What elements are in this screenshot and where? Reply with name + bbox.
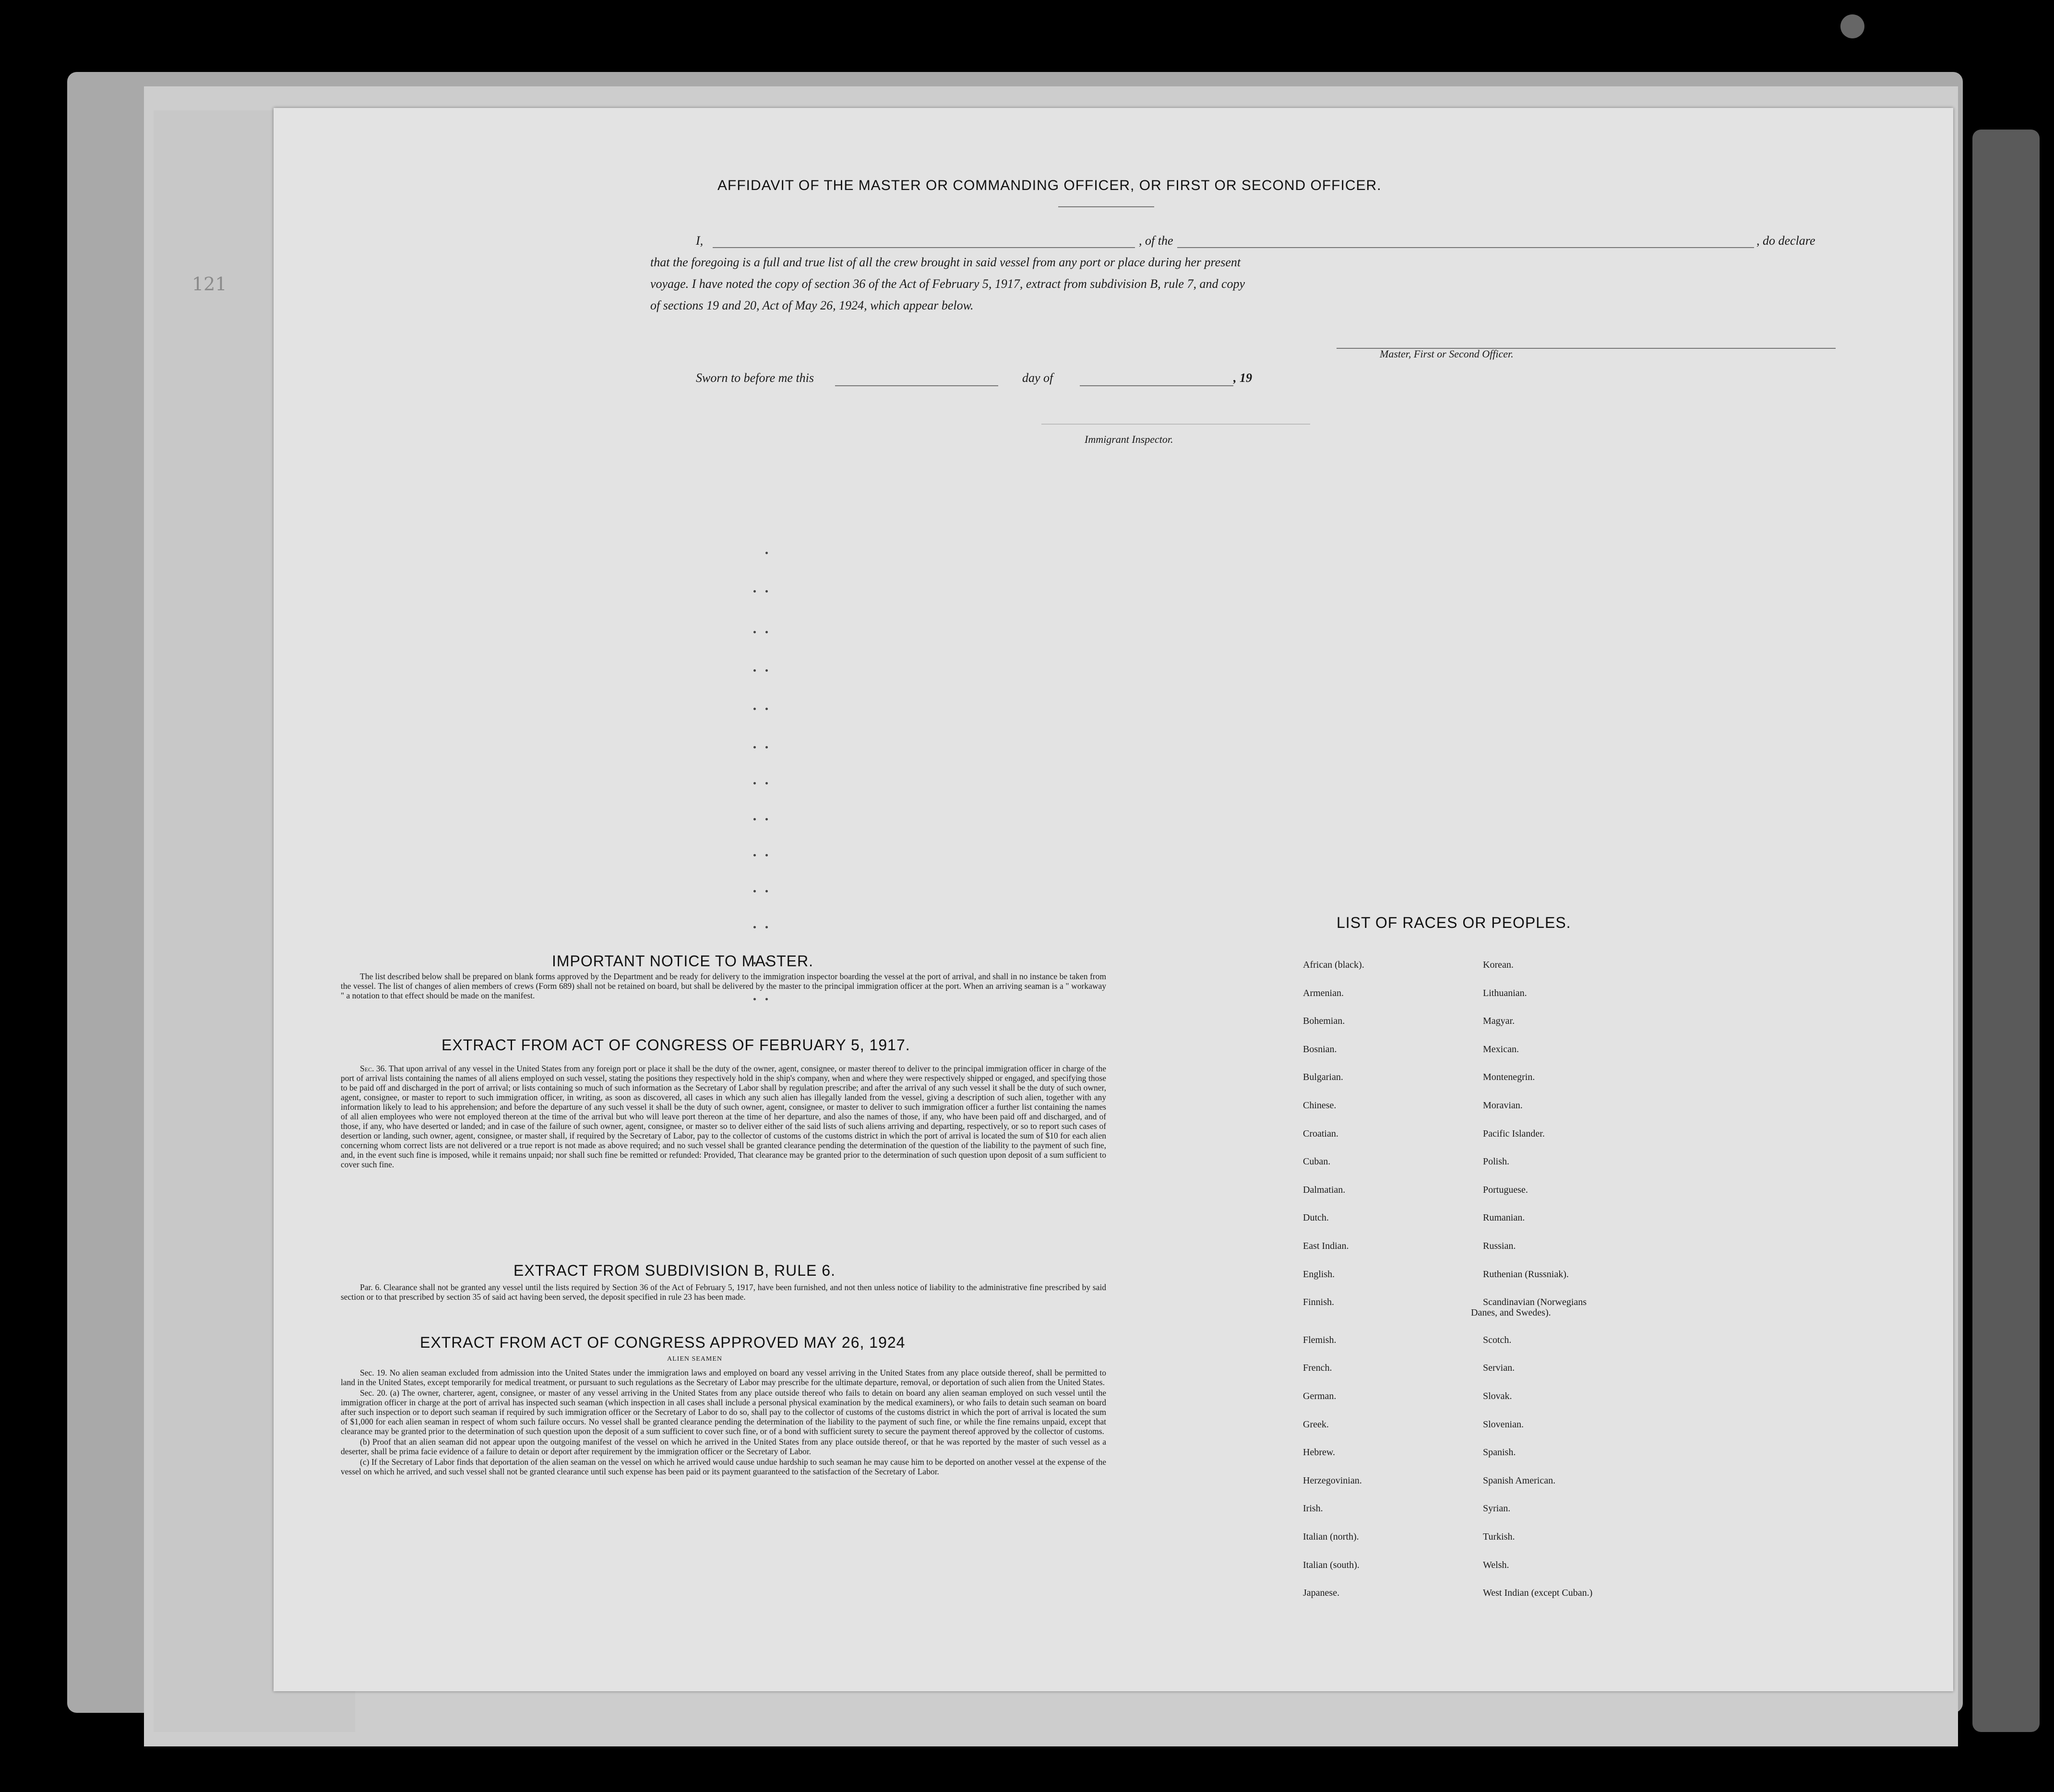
- race-item-left-2: Bohemian.: [1303, 1016, 1345, 1026]
- extract-1924-title: EXTRACT FROM ACT OF CONGRESS APPROVED MAY 26, 1924: [420, 1334, 906, 1351]
- dot: [765, 590, 768, 593]
- sworn-text: Sworn to before me this: [696, 371, 814, 385]
- race-item-right-10: Russian.: [1483, 1241, 1516, 1251]
- race-item-right-4: Montenegrin.: [1483, 1072, 1535, 1082]
- race-item-left-19: Irish.: [1303, 1503, 1323, 1514]
- races-title: LIST OF RACES OR PEOPLES.: [1337, 914, 1571, 931]
- notice-paragraph: The list described below shall be prepared on blank forms approved by the Department and be ready for delivery to the immigration inspector boarding the vessel at the port of arrival, and shall in no instance be taken from the vessel. The list of changes of alien members of crews (Form 689) shall not be retained on board, but shall be delivered by the master to the principal immigration officer at the port. When an arriving seaman is a " workaway " a notation to that effect should be made on the manifest.: [341, 972, 1106, 1000]
- race-item-left-18: Herzegovinian.: [1303, 1475, 1362, 1486]
- race-item-right-18: Spanish American.: [1483, 1475, 1556, 1486]
- race-item-left-8: Dalmatian.: [1303, 1185, 1346, 1195]
- dot: [765, 818, 768, 820]
- race-item-left-0: African (black).: [1303, 960, 1364, 970]
- race-item-left-4: Bulgarian.: [1303, 1072, 1343, 1082]
- race-item-left-16: Greek.: [1303, 1419, 1329, 1430]
- corner-mark: [1840, 14, 1864, 38]
- race-item-left-14: French.: [1303, 1363, 1332, 1373]
- race-item-left-22: Japanese.: [1303, 1588, 1340, 1598]
- month-blank[interactable]: [1080, 385, 1233, 386]
- dot: [765, 746, 768, 748]
- affidavit-declare: , do declare: [1756, 234, 1815, 248]
- dot: [765, 782, 768, 784]
- dot: [765, 631, 768, 633]
- race-item-left-17: Hebrew.: [1303, 1447, 1336, 1458]
- dot: [753, 890, 756, 892]
- ghost-page-number: 121: [192, 273, 227, 295]
- dot: [753, 854, 756, 856]
- dot: [753, 708, 756, 710]
- race-item-left-20: Italian (north).: [1303, 1531, 1359, 1542]
- dot: [753, 746, 756, 748]
- vessel-blank[interactable]: [1197, 247, 1754, 248]
- dot: [753, 631, 756, 633]
- form-page: [274, 108, 1953, 1691]
- race-item-right-22: West Indian (except Cuban.): [1483, 1588, 1593, 1598]
- notice-title: IMPORTANT NOTICE TO MASTER.: [552, 952, 813, 970]
- race-item-right-19: Syrian.: [1483, 1503, 1511, 1514]
- race-item-right-20: Turkish.: [1483, 1531, 1515, 1542]
- rule-6-body: [341, 1282, 1106, 1303]
- race-item-right-1: Lithuanian.: [1483, 988, 1527, 998]
- dot: [753, 782, 756, 784]
- notice-text: [341, 972, 1106, 1001]
- inspector-line[interactable]: [1041, 424, 1310, 425]
- race-item-right-11: Ruthenian (Russniak).: [1483, 1269, 1569, 1280]
- race-item-left-6: Croatian.: [1303, 1128, 1338, 1139]
- extract-1917-title: EXTRACT FROM ACT OF CONGRESS OF FEBRUARY 5, 1917.: [442, 1036, 910, 1054]
- race-item-right-13: Scotch.: [1483, 1335, 1512, 1345]
- race-item-right-9: Rumanian.: [1483, 1212, 1525, 1223]
- extract-1924-subtitle: ALIEN SEAMEN: [667, 1355, 723, 1363]
- race-item-left-15: German.: [1303, 1391, 1337, 1401]
- year-text: , 19: [1233, 371, 1252, 385]
- dot: [765, 669, 768, 672]
- race-item-left-13: Flemish.: [1303, 1335, 1337, 1345]
- sec-19-text: Sec. 19. No alien seaman excluded from admission into the United States under the immigration laws and employed on board any vessel arriving in the United States from any place outside thereof, shall be permitted to land in the United States, except temporarily for medical treatment, or pursuant to such regulations as the Secretary of Labor may prescribe for the ultimate departure, removal, or deportation of such alien from the United States.: [341, 1368, 1106, 1387]
- sec-20c-text: (c) If the Secretary of Labor finds that deportation of the alien seaman on the vessel on which he arrived would cause undue hardship to such seaman he may cause him to be deported on another vessel at the expense of the vessel on which he arrived, and such vessel shall not be granted clearance until such expense has been paid or its payment guaranteed to the satisfaction of the Secretary of Labor.: [341, 1457, 1106, 1476]
- affidavit-of-the: , of the: [1135, 234, 1177, 248]
- inspector-label: Immigrant Inspector.: [1085, 433, 1173, 445]
- race-item-right-16: Slovenian.: [1483, 1419, 1524, 1430]
- dot: [753, 818, 756, 820]
- background-strip-right: [1972, 130, 2040, 1732]
- race-continuation: Danes, and Swedes).: [1471, 1307, 1551, 1318]
- race-item-left-12: Finnish.: [1303, 1297, 1335, 1307]
- race-item-left-9: Dutch.: [1303, 1212, 1329, 1223]
- signature-label: Master, First or Second Officer.: [1380, 348, 1514, 360]
- race-item-right-15: Slovak.: [1483, 1391, 1512, 1401]
- race-item-left-21: Italian (south).: [1303, 1560, 1360, 1570]
- extract-1924-body: [341, 1368, 1106, 1477]
- race-item-left-10: East Indian.: [1303, 1241, 1349, 1251]
- dot: [753, 590, 756, 593]
- extract-1917-body: [341, 1064, 1106, 1170]
- affidavit-line-4: of sections 19 and 20, Act of May 26, 1924, which appear below.: [650, 298, 974, 312]
- race-item-right-0: Korean.: [1483, 960, 1514, 970]
- race-item-left-5: Chinese.: [1303, 1100, 1337, 1111]
- race-item-right-7: Polish.: [1483, 1156, 1510, 1167]
- race-item-left-3: Bosnian.: [1303, 1044, 1337, 1055]
- race-item-left-7: Cuban.: [1303, 1156, 1331, 1167]
- sec-20a-text: Sec. 20. (a) The owner, charterer, agent, consignee, or master of any vessel arriving in the United States from any place outside thereof who fails to detain on board any alien seaman employed on such vessel until the immigration officer in charge at the port of arrival has inspected such seaman (which inspection in all cases shall include a personal physical examination by the medical examiners), or who fails to detain such seaman on board after such inspection or to deport such seaman if required by such immigration officer or the Secretary of Labor to do so, shall pay to the collector of customs of the customs district in which the port of arrival is located the sum of $1,000 for each alien seaman in respect of whom such failure occurs. No vessel shall be granted clearance pending the determination of the liability to the payment of such fine, or while the fine remains unpaid, except that clearance may be granted prior to the determination of such question upon the deposit of a sum sufficient to cover such fine, or of a bond with sufficient surety to secure the payment thereof approved by the collector of customs.: [341, 1388, 1106, 1436]
- rule-6-title: EXTRACT FROM SUBDIVISION B, RULE 6.: [514, 1262, 836, 1279]
- sec-36-label: Sec. 36.: [360, 1064, 387, 1073]
- title-rule: [1058, 206, 1154, 207]
- race-item-right-14: Servian.: [1483, 1363, 1515, 1373]
- affidavit-i: I,: [696, 234, 704, 248]
- dot: [765, 708, 768, 710]
- race-item-left-1: Armenian.: [1303, 988, 1344, 998]
- race-item-right-6: Pacific Islander.: [1483, 1128, 1545, 1139]
- dot: [753, 926, 756, 928]
- race-item-right-8: Portuguese.: [1483, 1185, 1528, 1195]
- race-item-right-5: Moravian.: [1483, 1100, 1523, 1111]
- sec-36-text: That upon arrival of any vessel in the United States from any foreign port or place it shall be the duty of the owner, agent, consignee, or master thereof to deliver to the principal immigration officer in charge of the port of arrival lists containing the names of all aliens employed on such vessel, stating the positions they respectively hold in the ship's company, when and where they were respectively shipped or engaged, and specifying those to be paid off and discharged in the port of arrival; or lists containing so much of such information as the Secretary of Labor shall by regulation prescribe; and after the arrival of any such vessel it shall be the duty of such owner, agent, consignee, or master to report to such immigration officer, in writing, as soon as discovered, all cases in which any such alien has illegally landed from the vessel, giving a description of such alien, together with any information likely to lead to his apprehension; and before the departure of any such vessel it shall be the duty of such owner, agent, consignee, or master to deliver to such immigration officer a further list containing the names of all alien employees who were not employed thereon at the time of the arrival but who will leave port thereon at the time of her departure, and also the names of those, if any, who have been paid off and discharged, and of those, if any, who have deserted or landed; and in case of the failure of such owner, agent, consignee, or master so to deliver either of the said lists of such aliens arriving and departing, respectively, or so to report such cases of desertion or landing, such owner, agent, consignee, or master shall, if required by the Secretary of Labor, pay to the collector of customs of the customs district in which the port of arrival is located the sum of $10 for each alien concerning whom correct lists are not delivered or a true report is not made as above required; and no such vessel shall be granted clearance pending the determination of the question of the liability to the payment of such fine, and, in the event such fine is imposed, while it remains unpaid; nor shall such fine be remitted or refunded: Provided, That clearance may be granted prior to the determination of such question upon deposit of a sum sufficient to cover such fine.: [341, 1064, 1107, 1169]
- affidavit-title: AFFIDAVIT OF THE MASTER OR COMMANDING OFFICER, OR FIRST OR SECOND OFFICER.: [717, 178, 1382, 193]
- affidavit-line-3: voyage. I have noted the copy of section 36 of the Act of February 5, 1917, extract from subdivision B, rule 7, and copy: [650, 277, 1245, 291]
- dot: [765, 552, 768, 554]
- dot: [765, 926, 768, 928]
- rule-6-text: Par. 6. Clearance shall not be granted any vessel until the lists required by Section 36 of the Act of February 5, 1917, have been furnished, and not then unless notice of liability to the administrative fine prescribed by said section or to that prescribed by section 35 of said act having been served, the deposit specified in rule 23 has been made.: [341, 1282, 1106, 1302]
- dot: [753, 669, 756, 672]
- affidavit-line-2: that the foregoing is a full and true list of all the crew brought in said vessel from any port or place during her present: [650, 255, 1241, 269]
- race-item-right-17: Spanish.: [1483, 1447, 1516, 1458]
- race-item-right-21: Welsh.: [1483, 1560, 1509, 1570]
- dot: [765, 890, 768, 892]
- race-item-right-12: Scandinavian (Norwegians: [1483, 1297, 1587, 1307]
- sec-20b-text: (b) Proof that an alien seaman did not appear upon the outgoing manifest of the vessel on which he arrived in the United States from any place outside thereof, or that he was reported by the master of such vessel as a deserter, shall be prima facie evidence of a failure to detain or deport after requirement by the immigration officer or the Secretary of Labor.: [341, 1437, 1106, 1456]
- race-item-left-11: English.: [1303, 1269, 1335, 1280]
- race-item-right-2: Magyar.: [1483, 1016, 1515, 1026]
- day-of-text: day of: [1022, 371, 1053, 385]
- race-item-right-3: Mexican.: [1483, 1044, 1519, 1055]
- dot: [765, 854, 768, 856]
- sworn-day-blank[interactable]: [835, 385, 998, 386]
